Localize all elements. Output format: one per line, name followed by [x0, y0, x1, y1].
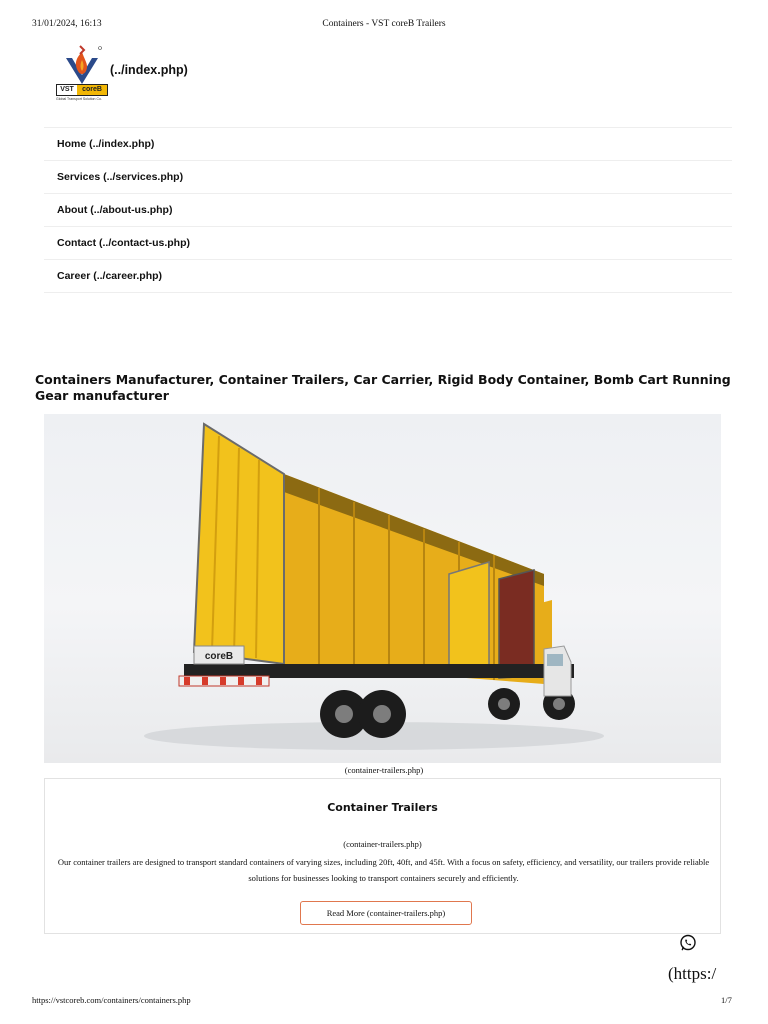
print-header	[0, 19, 768, 33]
nav-item-services[interactable]: Services (../services.php)	[44, 161, 732, 194]
whatsapp-link[interactable]: (https:/	[668, 964, 717, 983]
main-navigation	[44, 127, 732, 293]
whatsapp-icon[interactable]	[679, 934, 697, 952]
print-url: https://vstcoreb.com/containers/containers.php	[32, 995, 191, 1005]
print-datetime: 31/01/2024, 16:13	[32, 19, 102, 29]
logo-coreb-text: coreB	[77, 85, 107, 95]
truck-brand-plate: coreB	[204, 651, 234, 662]
logo-wordmark	[56, 84, 108, 96]
flame-logo-icon	[56, 44, 108, 84]
logo-tagline: Global Transport Solution Co.	[56, 97, 102, 101]
print-page-title: Containers - VST coreB Trailers	[322, 19, 446, 29]
container-trailers-card	[44, 778, 721, 934]
card-link[interactable]: (container-trailers.php)	[343, 839, 422, 849]
card-description: Our container trailers are designed to transport standard containers of varying sizes, including 20ft, 40ft, and 45ft. With a focus on safety, efficiency, and versatility, our trailers provide reliable solutions for businesses looking to transport containers securely and efficiently.	[57, 857, 710, 883]
card-title: Container Trailers	[327, 801, 438, 814]
logo-vst-text: VST	[57, 85, 77, 95]
truck-illustration	[44, 414, 721, 763]
nav-item-career[interactable]: Career (../career.php)	[44, 260, 732, 293]
hero-caption-link[interactable]: (container-trailers.php)	[344, 765, 424, 775]
read-more-button[interactable]: Read More (container-trailers.php)	[300, 901, 472, 925]
print-page-number: 1/7	[721, 995, 732, 1005]
home-logo-link[interactable]: (../index.php)	[110, 63, 188, 77]
nav-item-contact[interactable]: Contact (../contact-us.php)	[44, 227, 732, 260]
page-headline: Containers Manufacturer, Container Trailers, Car Carrier, Rigid Body Container, Bomb Cart Running Gear manufacturer	[35, 372, 731, 403]
nav-item-home[interactable]: Home (../index.php)	[44, 128, 732, 161]
nav-item-about[interactable]: About (../about-us.php)	[44, 194, 732, 227]
hero-image-container-trailer[interactable]	[44, 414, 721, 763]
